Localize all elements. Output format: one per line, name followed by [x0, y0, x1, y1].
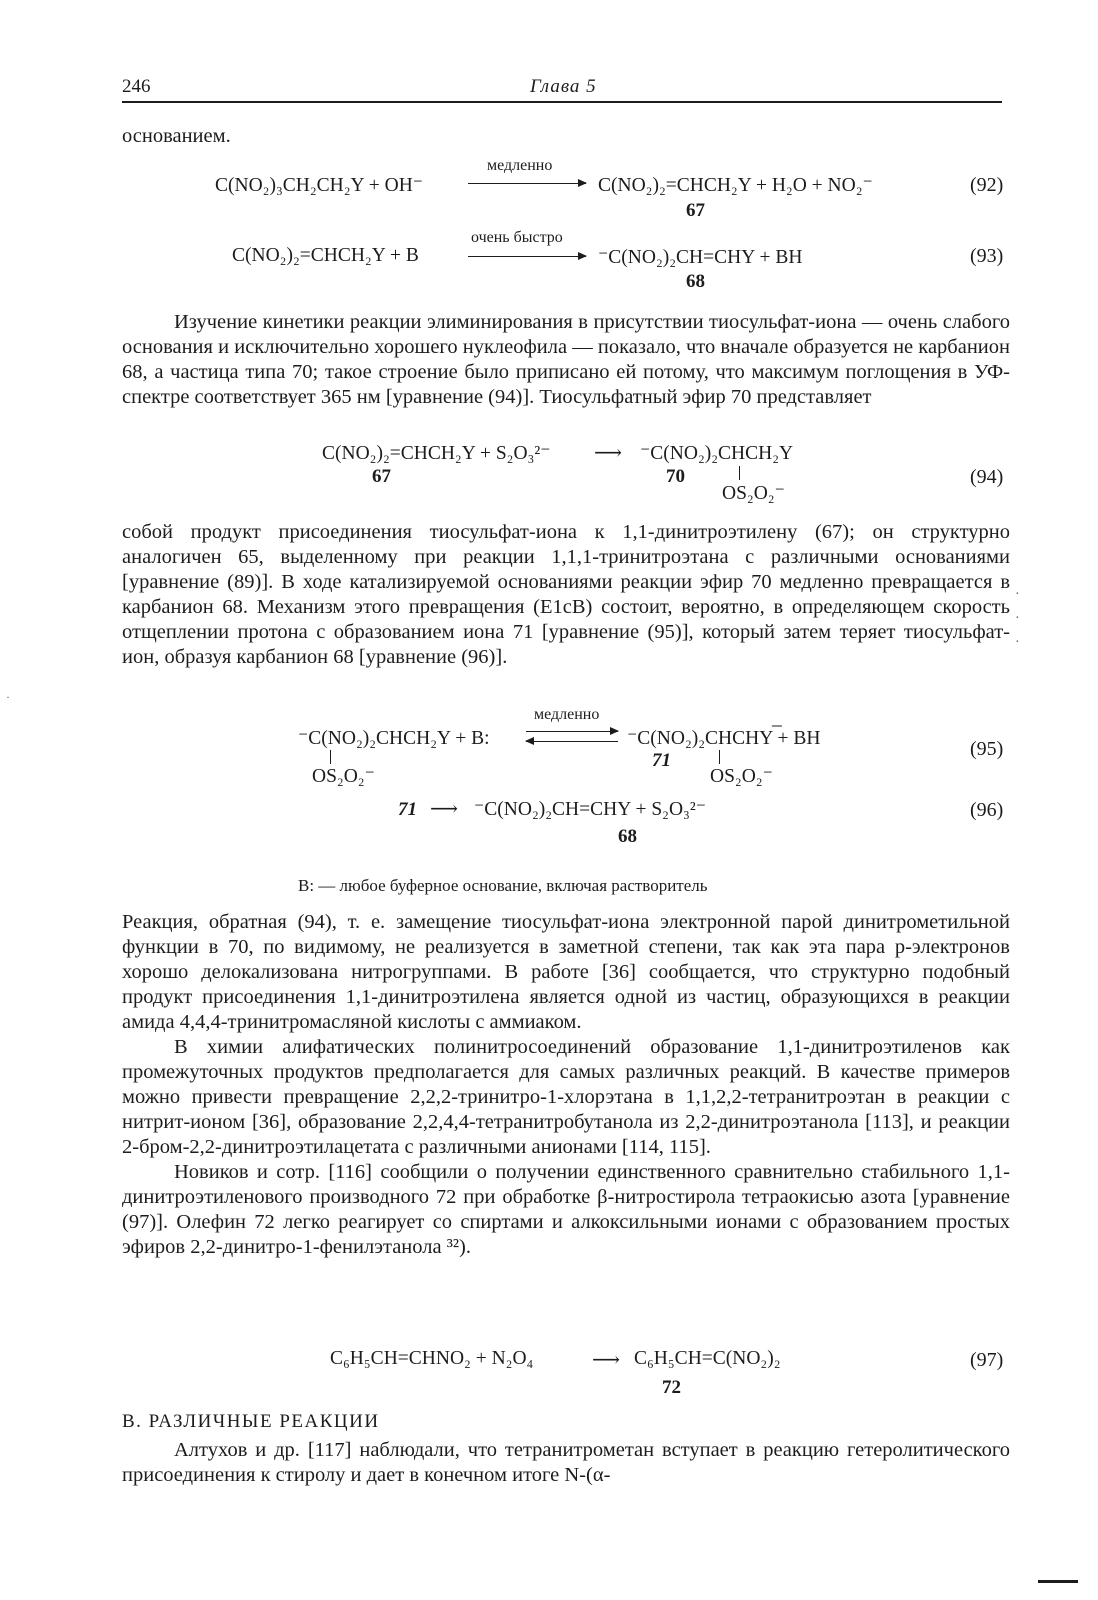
paragraph-2-text: собой продукт присоединения тиосульфат-иона к 1,1-динитроэтилену (67); он структурно аналогичен 65, выделенному при реакции 1,1,1-тринитроэтана с различными основаниями [уравнение (89)]. В ходе катализируемой основаниями реакции эфир 70 медленно превращается в карбанион 68. Механизм этого превращения (E1cB) состоит, вероятно, в определяющем скорость отщеплении протона с образованием иона 71 [уравнение (95)], который затем теряет тиосульфат-ион, образуя карбанион 68 [уравнение (96)]. — [122, 521, 1010, 668]
eq96-arrow: ⟶ — [430, 799, 458, 820]
paragraphs-3-5 — [122, 910, 1010, 1260]
eq97-lhs: C₆H₅CH=CHNO₂ + N₂O₄ — [330, 1348, 534, 1369]
paragraph-1 — [122, 310, 1010, 410]
eq94-compound-67: 67 — [372, 466, 391, 487]
scan-margin-mark: · — [6, 690, 10, 704]
eq97-arrow: ⟶ — [592, 1350, 620, 1371]
buffer-base-note: B: — любое буферное основание, включая растворитель — [298, 876, 708, 895]
eq97-number: (97) — [970, 1349, 1004, 1371]
eq94-arrow: ⟶ — [594, 443, 622, 464]
eq93-lhs: C(NO₂)₂=CHCH₂Y + B — [232, 245, 419, 266]
eq95-rhs: ⁻C(NO₂)₂CHCHY + BH — [627, 728, 821, 749]
page-number: 246 — [122, 76, 151, 97]
eq93-arrow — [468, 256, 586, 257]
eq94-compound-70: 70 — [666, 466, 685, 487]
paragraph-1-text: Изучение кинетики реакции элиминирования в присутствии тиосульфат-иона — очень слабого основания и исключительно хорошего нуклеофила — показало, что вначале образуется не карбанион 68, а частица типа 70; такое строение было приписано ей потому, что максимум поглощения в УФ-спектре соответствует 365 нм [уравнение (94)]. Тиосульфатный эфир 70 представляет — [122, 311, 1010, 408]
section-heading: В. РАЗЛИЧНЫЕ РЕАКЦИИ — [122, 1411, 380, 1432]
eq97-rhs: C₆H₅CH=C(NO₂)₂ — [634, 1348, 781, 1369]
eq93-arrow-label: очень быстро — [471, 229, 563, 246]
eq95-substituent-left: OS₂O₂⁻ — [312, 766, 375, 787]
eq95-compound: 71 — [652, 750, 671, 771]
eq95-reverse-arrow — [526, 741, 618, 742]
eq95-number: (95) — [970, 738, 1004, 760]
eq92-rhs: C(NO₂)₂=CHCH₂Y + H₂O + NO₂⁻ — [598, 175, 873, 196]
running-title: Глава 5 — [530, 76, 597, 97]
eq95-bond-left — [330, 750, 331, 764]
eq96-number: (96) — [970, 799, 1004, 821]
eq96-lhs: 71 — [398, 799, 417, 820]
eq95-arrow-label: медленно — [534, 706, 600, 723]
intro-text: основанием. — [122, 125, 231, 147]
eq94-bond — [739, 466, 740, 480]
eq95-lhs: ⁻C(NO₂)₂CHCH₂Y + B: — [298, 728, 490, 749]
eq92-lhs: C(NO₂)₃CH₂CH₂Y + OH⁻ — [215, 175, 424, 196]
paragraph-4-text: В химии алифатических полинитросоединений образование 1,1-динитроэтиленов как промежуточных продуктов предполагается для самых различных реакций. В качестве примеров можно привести превращение 2,2,2-тринитро-1-хлорэтана в 1,1,2,2-тетранитроэтан в реакции с нитрит-ионом [36], образование 2,2,4,4-тетранитробутанола из 2,2-динитроэтанола [113], и реакции 2-бром-2,2-динитроэтилацетата с различными анионами [114, 115]. — [122, 1036, 1010, 1158]
paragraph-6 — [122, 1438, 1010, 1488]
paragraph-2 — [122, 520, 1010, 670]
eq94-number: (94) — [970, 466, 1004, 488]
eq93-rhs: ⁻C(NO₂)₂CH=CHY + BH — [598, 247, 803, 268]
eq92-arrow — [468, 183, 586, 184]
eq94-lhs: C(NO₂)₂=CHCH₂Y + S₂O₃²⁻ — [322, 443, 551, 464]
scan-edge-marks: · · · — [1015, 587, 1020, 650]
paragraph-6-text: Алтухов и др. [117] наблюдали, что тетранитрометан вступает в реакцию гетеролитического присоединения к стиролу и дает в конечном итоге N-(α- — [122, 1439, 1010, 1486]
eq95-minus-mark: _ — [772, 708, 782, 729]
eq94-substituent: OS₂O₂⁻ — [722, 483, 785, 504]
eq93-number: (93) — [970, 245, 1004, 267]
paragraph-5-text: Новиков и сотр. [116] сообщили о получении единственного сравнительно стабильного 1,1-динитроэтиленового производного 72 при обработке β-нитростирола тетраокисью азота [уравнение (97)]. Олефин 72 легко реагирует со спиртами и алкоксильными ионами с образованием простых эфиров 2,2-динитро-1-фенилэтанола ³²). — [122, 1161, 1010, 1258]
eq97-compound: 72 — [662, 1377, 681, 1398]
scan-edge-dash — [1038, 1580, 1078, 1583]
eq96-rhs: ⁻C(NO₂)₂CH=CHY + S₂O₃²⁻ — [474, 799, 706, 820]
paragraph-3-text: Реакция, обратная (94), т. е. замещение тиосульфат-иона электронной парой динитрометильной функции в 70, по видимому, не реализуется в заметной степени, так как эта пара p-электронов хорошо делокализована нитрогруппами. В работе [36] сообщается, что структурно подобный продукт присоединения 1,1-динитроэтилена является одной из частиц, образующихся в реакции амида 4,4,4-тринитромасляной кислоты с аммиаком. — [122, 911, 1010, 1033]
eq96-compound: 68 — [618, 826, 637, 847]
eq94-rhs: ⁻C(NO₂)₂CHCH₂Y — [640, 443, 794, 464]
intro-line — [122, 124, 1010, 149]
header-rule — [122, 101, 1002, 103]
eq95-forward-arrow — [526, 731, 618, 732]
eq95-bond-right — [719, 750, 720, 764]
eq93-compound: 68 — [686, 271, 705, 292]
eq92-arrow-label: медленно — [487, 157, 553, 174]
eq92-compound: 67 — [686, 200, 705, 221]
eq95-substituent-right: OS₂O₂⁻ — [710, 766, 773, 787]
eq92-number: (92) — [970, 174, 1004, 196]
page-header — [122, 76, 1002, 102]
